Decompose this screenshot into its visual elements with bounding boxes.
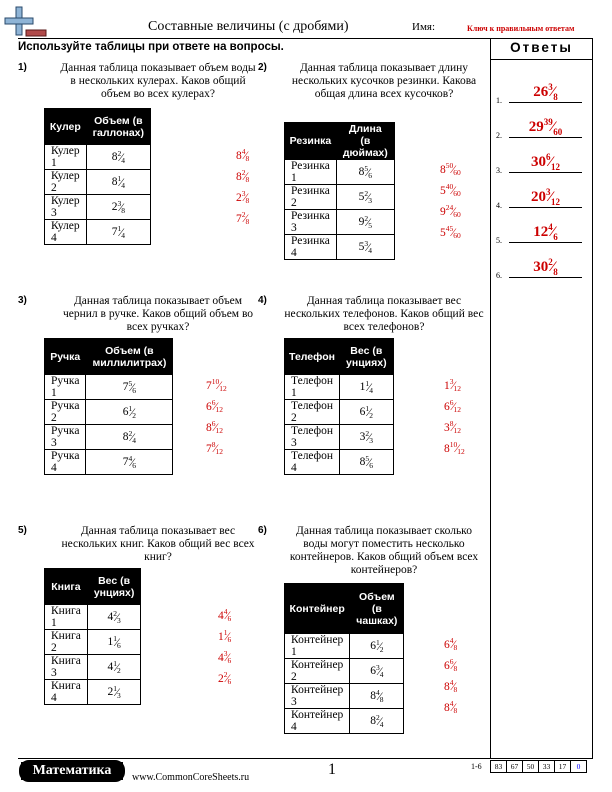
problem-number: 4): [258, 295, 267, 306]
row-label: Книга 1: [45, 605, 88, 630]
row-label: Ручка 1: [45, 375, 86, 400]
row-label: Ручка 4: [45, 450, 86, 475]
converted-fraction: 8 50 ⁄ 60: [440, 161, 461, 177]
plus-minus-logo-icon: [4, 4, 48, 40]
row-value: 1 1 ⁄ 6: [87, 630, 141, 655]
table-header: Ручка: [45, 339, 86, 375]
problem-question: Данная таблица показывает длину нескольких кусочков резинки. Какова общая длина всех кусочков?: [291, 62, 477, 100]
table-header: Контейнер: [285, 584, 350, 634]
answer-row: [491, 179, 592, 214]
table-header-row: [45, 339, 173, 375]
row-value: 9 2 ⁄ 5: [336, 210, 394, 235]
table-row: [285, 634, 404, 659]
converted-fraction: 7 10 ⁄ 12: [206, 377, 227, 393]
data-table: [44, 108, 151, 245]
table-row: [45, 375, 173, 400]
row-value: 6 1 ⁄ 2: [350, 634, 404, 659]
row-value: 8 1 ⁄ 4: [86, 170, 150, 195]
answer-value: 30 6 ⁄ 12: [530, 151, 560, 172]
table-header: Объем (в галлонах): [86, 109, 150, 145]
table-row: [285, 400, 394, 425]
score-cell: 50: [522, 760, 539, 773]
row-value: 6 1 ⁄ 2: [340, 400, 394, 425]
problem-question: Данная таблица показывает объем воды в нескольких кулерах. Каков общий объем во всех кулерах?: [60, 62, 256, 100]
answer-number: 2.: [496, 131, 502, 140]
table-row: [285, 210, 395, 235]
row-value: 5 3 ⁄ 4: [336, 235, 394, 260]
table-header: Объем (в чашках): [350, 584, 404, 634]
answer-line: [509, 137, 582, 138]
problem-question: Данная таблица показывает вес нескольких телефонов. Каков общий вес всех телефонов?: [284, 295, 484, 333]
row-label: Контейнер 3: [285, 684, 350, 709]
problem-range: 1-6: [471, 762, 482, 771]
converted-fraction: 5 40 ⁄ 60: [440, 182, 461, 198]
table-header-row: [45, 109, 151, 145]
converted-fraction: 6 6 ⁄ 8: [444, 657, 458, 673]
answer-row: [491, 144, 592, 179]
converted-fraction: 2 3 ⁄ 8: [236, 189, 250, 205]
converted-fraction: 6 6 ⁄ 12: [206, 398, 224, 414]
table-row: [45, 655, 141, 680]
row-label: Резинка 1: [285, 160, 337, 185]
row-label: Телефон 1: [285, 375, 340, 400]
score-cell: 67: [506, 760, 523, 773]
table-header-row: [285, 584, 404, 634]
problem-number: 5): [18, 525, 27, 536]
row-label: Ручка 3: [45, 425, 86, 450]
converted-fraction: 4 3 ⁄ 6: [218, 649, 232, 665]
row-label: Кулер 2: [45, 170, 87, 195]
page-number: 1: [328, 761, 336, 778]
score-cell: 0: [570, 760, 587, 773]
row-label: Книга 4: [45, 680, 88, 705]
row-value: 8 4 ⁄ 8: [350, 684, 404, 709]
converted-fractions: [444, 634, 457, 718]
row-value: 7 1 ⁄ 4: [86, 220, 150, 245]
row-label: Резинка 2: [285, 185, 337, 210]
row-label: Ручка 2: [45, 400, 86, 425]
table-header-row: [285, 123, 395, 160]
answer-value: 30 2 ⁄ 8: [533, 256, 558, 277]
problem-question: Данная таблица показывает сколько воды могут поместить несколько контейнеров. Каков общий объем всех контейнеров?: [289, 525, 479, 576]
converted-fraction: 9 24 ⁄ 60: [440, 203, 461, 219]
row-label: Книга 3: [45, 655, 88, 680]
answer-number: 3.: [496, 166, 502, 175]
table-row: [285, 375, 394, 400]
converted-fraction: 5 45 ⁄ 60: [440, 224, 461, 240]
answer-line: [509, 242, 582, 243]
table-row: [45, 450, 173, 475]
row-label: Контейнер 2: [285, 659, 350, 684]
row-label: Кулер 3: [45, 195, 87, 220]
row-label: Резинка 4: [285, 235, 337, 260]
row-label: Телефон 3: [285, 425, 340, 450]
name-value: Ключ к правильным ответам: [467, 24, 575, 33]
converted-fraction: 7 8 ⁄ 12: [206, 440, 224, 456]
row-value: 3 2 ⁄ 3: [340, 425, 394, 450]
answer-number: 6.: [496, 271, 502, 280]
answer-line: [509, 102, 582, 103]
score-cell: 83: [490, 760, 507, 773]
table-header: Кулер: [45, 109, 87, 145]
converted-fraction: 3 8 ⁄ 12: [444, 419, 462, 435]
answer-key-column: [490, 38, 593, 758]
table-row: [45, 425, 173, 450]
converted-fraction: 8 4 ⁄ 8: [444, 678, 458, 694]
table-header-row: [285, 339, 394, 375]
data-table: [44, 338, 173, 475]
converted-fraction: 7 2 ⁄ 8: [236, 210, 250, 226]
converted-fraction: 8 2 ⁄ 8: [236, 168, 250, 184]
row-value: 4 2 ⁄ 3: [87, 605, 141, 630]
converted-fraction: 1 1 ⁄ 6: [218, 628, 232, 644]
row-value: 8 5 ⁄ 6: [336, 160, 394, 185]
table-row: [45, 170, 151, 195]
answer-row: [491, 214, 592, 249]
data-table: [284, 338, 394, 475]
row-label: Телефон 4: [285, 450, 340, 475]
problem-number: 2): [258, 62, 267, 73]
table-header: Телефон: [285, 339, 340, 375]
instructions: Используйте таблицы при ответе на вопросы.: [18, 41, 284, 53]
page-title: Составные величины (с дробями): [148, 19, 349, 34]
table-row: [45, 680, 141, 705]
answer-row: [491, 109, 592, 144]
answer-value: 12 4 ⁄ 6: [533, 221, 558, 242]
table-header: Объем (в миллилитрах): [86, 339, 173, 375]
answer-key-title: Ответы: [510, 40, 573, 55]
problem-number: 1): [18, 62, 27, 73]
row-value: 8 2 ⁄ 4: [86, 425, 173, 450]
table-header-row: [45, 569, 141, 605]
table-row: [285, 450, 394, 475]
data-table: [44, 568, 141, 705]
table-row: [45, 630, 141, 655]
table-row: [285, 235, 395, 260]
row-label: Телефон 2: [285, 400, 340, 425]
answer-line: [509, 277, 582, 278]
table-row: [45, 400, 173, 425]
answer-number: 1.: [496, 96, 502, 105]
answer-row: [491, 74, 592, 109]
converted-fractions: [440, 159, 461, 243]
name-label: Имя:: [412, 21, 436, 33]
table-row: [285, 185, 395, 210]
row-label: Контейнер 4: [285, 709, 350, 734]
row-value: 5 2 ⁄ 3: [336, 185, 394, 210]
answer-row: [491, 249, 592, 284]
converted-fractions: [444, 375, 465, 459]
table-row: [45, 220, 151, 245]
table-header: Книга: [45, 569, 88, 605]
row-label: Контейнер 1: [285, 634, 350, 659]
score-table: [491, 760, 587, 773]
score-cell: 33: [538, 760, 555, 773]
converted-fraction: 8 4 ⁄ 8: [444, 699, 458, 715]
table-row: [285, 709, 404, 734]
row-value: 2 1 ⁄ 3: [87, 680, 141, 705]
answer-key-divider: [491, 59, 592, 60]
answer-number: 4.: [496, 201, 502, 210]
table-header: Вес (в унциях): [87, 569, 141, 605]
row-label: Резинка 3: [285, 210, 337, 235]
data-table: [284, 122, 395, 260]
data-table: [284, 583, 404, 734]
row-value: 7 4 ⁄ 6: [86, 450, 173, 475]
converted-fraction: 6 4 ⁄ 8: [444, 636, 458, 652]
problem-question: Данная таблица показывает объем чернил в ручке. Каков общий объем во всех ручках?: [62, 295, 254, 333]
converted-fractions: [218, 605, 231, 689]
table-row: [285, 684, 404, 709]
row-value: 6 1 ⁄ 2: [86, 400, 173, 425]
table-header: Длина (в дюймах): [336, 123, 394, 160]
converted-fraction: 8 6 ⁄ 12: [206, 419, 224, 435]
row-value: 8 2 ⁄ 4: [350, 709, 404, 734]
problem-number: 3): [18, 295, 27, 306]
converted-fraction: 1 3 ⁄ 12: [444, 377, 462, 393]
answer-number: 5.: [496, 236, 502, 245]
table-header: Резинка: [285, 123, 337, 160]
row-value: 8 2 ⁄ 4: [86, 145, 150, 170]
converted-fractions: [236, 145, 249, 229]
table-row: [45, 145, 151, 170]
answer-value: 26 3 ⁄ 8: [533, 81, 558, 102]
site-url: www.CommonCoreSheets.ru: [132, 772, 250, 783]
table-row: [285, 160, 395, 185]
row-label: Кулер 4: [45, 220, 87, 245]
answer-value: 20 3 ⁄ 12: [530, 186, 560, 207]
converted-fraction: 4 4 ⁄ 6: [218, 607, 232, 623]
row-value: 1 1 ⁄ 4: [340, 375, 394, 400]
row-label: Кулер 1: [45, 145, 87, 170]
converted-fractions: [206, 375, 227, 459]
answer-line: [509, 207, 582, 208]
table-row: [285, 659, 404, 684]
row-label: Книга 2: [45, 630, 88, 655]
converted-fraction: 2 2 ⁄ 6: [218, 670, 232, 686]
table-header: Вес (в унциях): [340, 339, 394, 375]
converted-fraction: 8 4 ⁄ 8: [236, 147, 250, 163]
converted-fraction: 8 10 ⁄ 12: [444, 440, 465, 456]
table-row: [45, 605, 141, 630]
problem-question: Данная таблица показывает вес нескольких книг. Каков общий вес всех книг?: [61, 525, 255, 563]
table-row: [45, 195, 151, 220]
converted-fraction: 6 6 ⁄ 12: [444, 398, 462, 414]
row-value: 2 3 ⁄ 8: [86, 195, 150, 220]
row-value: 7 5 ⁄ 6: [86, 375, 173, 400]
subject-badge: Математика: [19, 760, 125, 782]
problem-number: 6): [258, 525, 267, 536]
row-value: 8 5 ⁄ 6: [340, 450, 394, 475]
answer-value: 29 39 ⁄ 60: [528, 116, 563, 137]
footer-divider: [18, 758, 593, 759]
score-cell: 17: [554, 760, 571, 773]
row-value: 4 1 ⁄ 2: [87, 655, 141, 680]
row-value: 6 3 ⁄ 4: [350, 659, 404, 684]
table-row: [285, 425, 394, 450]
answer-line: [509, 172, 582, 173]
